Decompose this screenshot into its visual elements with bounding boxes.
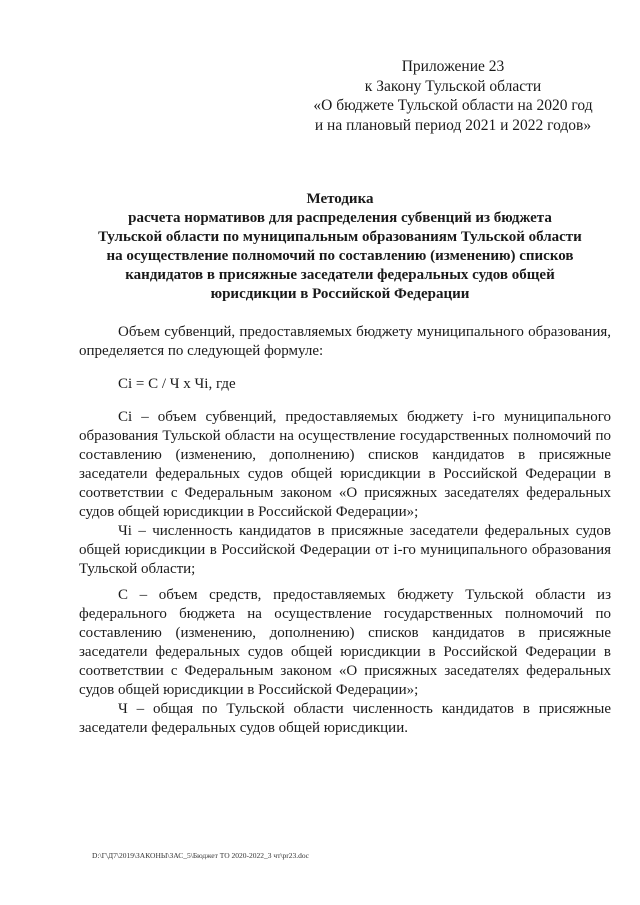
- definition-chi: Чi – численность кандидатов в присяжные заседатели федеральных судов общей юрисдикции в Российской Федерации от i-го муниципального образования Тульской области;: [79, 523, 611, 577]
- intro-paragraph: Объем субвенций, предоставляемых бюджету муниципального образования, определяется по следующей формуле:: [79, 324, 611, 359]
- file-path-footer: D:\Г\Д7\2019\ЗАКОНЫ\ЗАС_5\Бюджет ТО 2020-2022_3 чт\pr23.doc: [92, 851, 310, 860]
- formula: Ci = C / Ч х Чi, где: [118, 376, 236, 392]
- title-line-5: кандидатов в присяжные заседатели федеральных судов общей: [125, 267, 555, 283]
- title-line-1: Методика: [306, 191, 374, 207]
- appendix-law-title-line2: и на плановый период 2021 и 2022 годов»: [314, 116, 592, 134]
- title-line-2: расчета нормативов для распределения субвенций из бюджета: [128, 210, 552, 226]
- definition-ci: Ci – объем субвенций, предоставляемых бюджету i-го муниципального образования Тульской области на осуществление государственных полномочий по составлению (изменению, дополнению) списков кандидатов в присяжные заседатели федеральных судов общей юрисдикции в Российской Федерации в соответствии с Федеральным законом «О присяжных заседателях федеральных судов общей юрисдикции в Российской Федерации»;: [79, 409, 611, 520]
- title-line-6: юрисдикции в Российской Федерации: [210, 286, 470, 302]
- appendix-number: Приложение 23: [401, 58, 505, 75]
- appendix-header: [300, 57, 606, 135]
- appendix-law-title-line1: «О бюджете Тульской области на 2020 год: [313, 97, 593, 114]
- definition-ch: Ч – общая по Тульской области численность кандидатов в присяжные заседатели федеральных судов общей юрисдикции.: [79, 701, 611, 736]
- appendix-law-ref: к Закону Тульской области: [364, 77, 542, 95]
- document-title: [80, 190, 600, 304]
- definition-c: С – объем средств, предоставляемых бюджету Тульской области из федерального бюджета на осуществление государственных полномочий по составлению (изменению, дополнению) списков кандидатов в присяжные заседатели федеральных судов общей юрисдикции в Российской Федерации в соответствии с Федеральным законом «О присяжных заседателях федеральных судов общей юрисдикции в Российской Федерации»;: [79, 587, 611, 698]
- title-line-3: Тульской области по муниципальным образованиям Тульской области: [98, 229, 582, 245]
- title-line-4: на осуществление полномочий по составлению (изменению) списков: [106, 248, 574, 264]
